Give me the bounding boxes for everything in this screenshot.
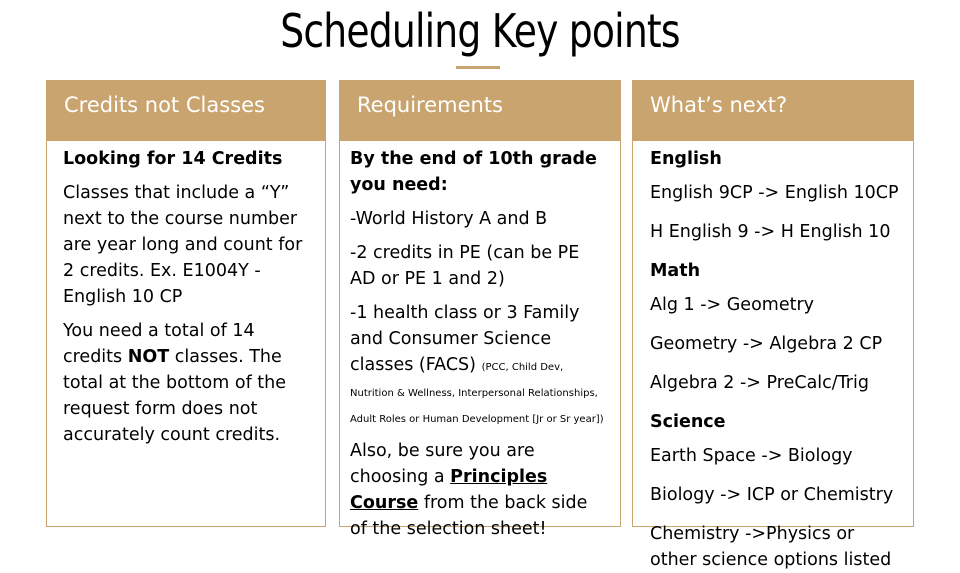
credits-para1: Classes that include a “Y” next to the course number are year long and count for 2 credits. Ex. E1004Y - English 10 CP: [63, 183, 303, 307]
slide-title: Scheduling Key points: [280, 4, 680, 58]
requirements-card-header: Requirements: [340, 81, 620, 141]
math-item-2: Geometry -> Algebra 2 CP: [650, 334, 883, 354]
requirements-card: [339, 80, 621, 539]
credits-card: [46, 80, 326, 527]
math-item-1: Alg 1 -> Geometry: [650, 295, 815, 315]
math-item-3: Algebra 2 -> PreCalc/Trig: [650, 373, 869, 393]
english-label: English: [650, 149, 722, 169]
whats-next-card: [632, 80, 914, 570]
science-item-1: Earth Space -> Biology: [650, 446, 853, 466]
facs-note: (PCC, Child Dev, Nutrition & Wellness, Interpersonal Relationships, Adult Roles or Human Development [Jr or Sr year]): [350, 362, 604, 425]
whats-next-card-header: What’s next?: [633, 81, 913, 141]
requirements-closing: Also, be sure you are choosing a Principles Course from the back side of the selection sheet!: [350, 441, 588, 539]
english-item-1: English 9CP -> English 10CP: [650, 183, 899, 203]
science-label: Science: [650, 412, 726, 432]
title-underline: [456, 66, 500, 69]
requirements-item-1: -World History A and B: [350, 209, 548, 229]
requirements-intro: By the end of 10th grade you need:: [350, 149, 597, 195]
english-item-2: H English 9 -> H English 10: [650, 222, 891, 242]
credits-subtitle: Looking for 14 Credits: [63, 149, 283, 169]
science-item-2: Biology -> ICP or Chemistry: [650, 485, 894, 505]
requirements-item-2: -2 credits in PE (can be PE AD or PE 1 and 2): [350, 243, 580, 289]
science-item-3: Chemistry ->Physics or other science options listed: [650, 524, 892, 570]
math-label: Math: [650, 261, 701, 281]
credits-para2: You need a total of 14 credits NOT classes. The total at the bottom of the request form does not accurately count credits.: [63, 321, 287, 445]
requirements-item-3: -1 health class or 3 Family and Consumer Science classes (FACS) (PCC, Child Dev, Nutrition & Wellness, Interpersonal Relationships, Adult Roles or Human Development [Jr or Sr year]): [350, 303, 604, 425]
principles-course-link: Principles Course: [350, 467, 548, 513]
credits-card-header: Credits not Classes: [47, 81, 325, 141]
